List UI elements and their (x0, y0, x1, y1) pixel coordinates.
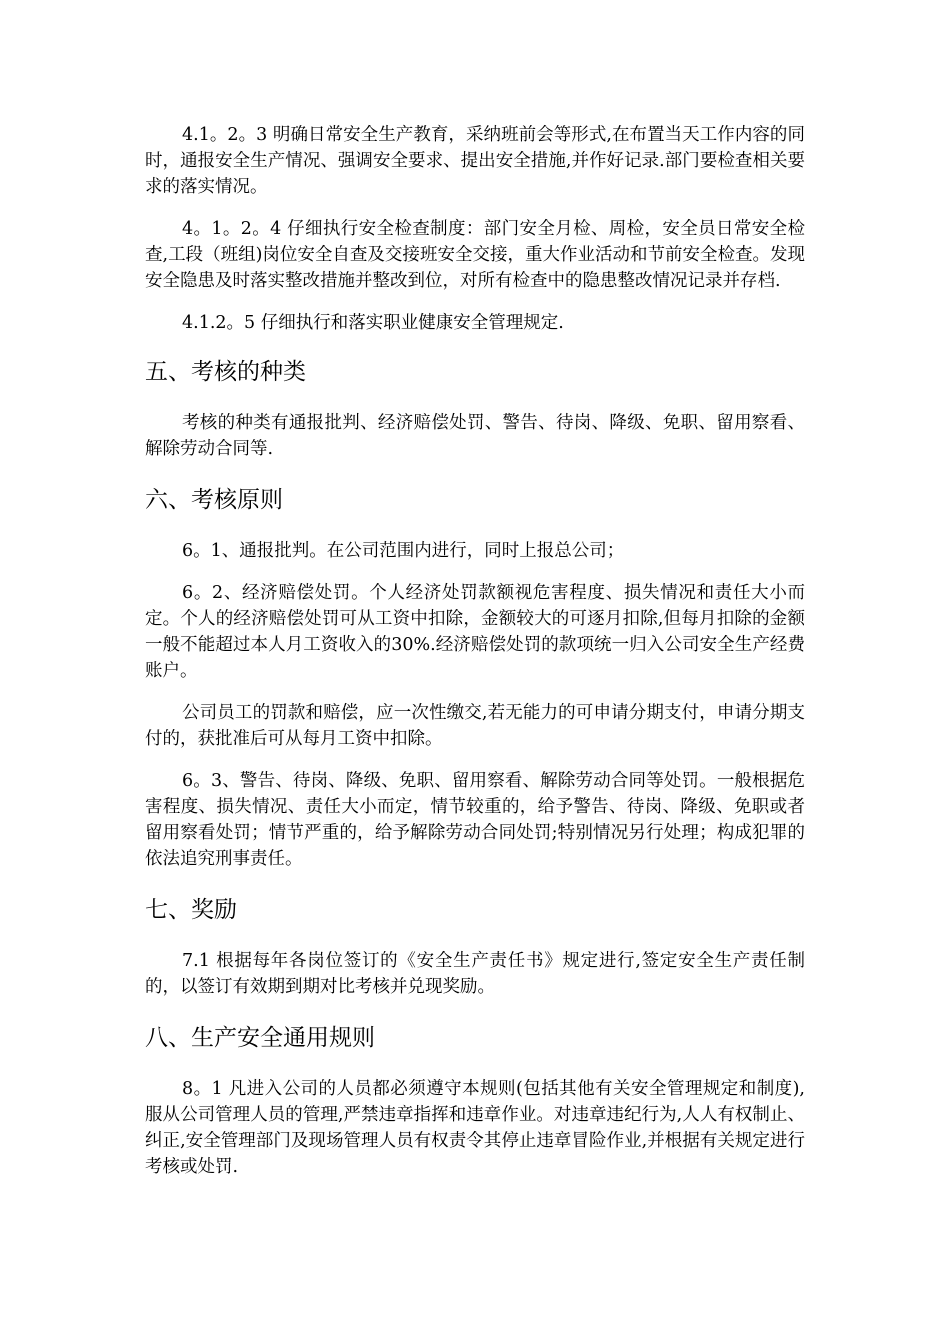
paragraph-8-1: 8。1 凡进入公司的人员都必须遵守本规则(包括其他有关安全管理规定和制度),服从公司管理人员的管理,严禁违章指挥和违章作业。对违章违纪行为,人人有权制止、纠正,安全管理部门及现场管理人员有权责令其停止违章冒险作业,并根据有关规定进行考核或处罚. (145, 1079, 805, 1177)
paragraph-assessment-types: 考核的种类有通报批判、经济赔偿处罚、警告、待岗、降级、免职、留用察看、解除劳动合同等. (145, 413, 805, 459)
paragraph-fines-payment: 公司员工的罚款和赔偿，应一次性缴交,若无能力的可申请分期支付，申请分期支付的，获批准后可从每月工资中扣除。 (145, 703, 805, 749)
section-heading-7: 七、奖励 (145, 897, 237, 923)
section-heading-5: 五、考核的种类 (145, 359, 306, 385)
paragraph-4-1-2-3: 4.1。2。3 明确日常安全生产教育，采纳班前会等形式,在布置当天工作内容的同时，通报安全生产情况、强调安全要求、提出安全措施,并作好记录.部门要检查相关要求的落实情况。 (145, 125, 805, 197)
paragraph-6-2: 6。2、经济赔偿处罚。个人经济处罚款额视危害程度、损失情况和责任大小而定。个人的经济赔偿处罚可从工资中扣除，金额较大的可逐月扣除,但每月扣除的金额一般不能超过本人月工资收入的30%.经济赔偿处罚的款项统一归入公司安全生产经费账户。 (145, 583, 805, 681)
section-heading-6: 六、考核原则 (145, 487, 283, 513)
document-body (145, 122, 805, 1196)
paragraph-6-1: 6。1、通报批判。在公司范围内进行，同时上报总公司； (182, 541, 625, 561)
paragraph-4-1-2-5: 4.1.2。5 仔细执行和落实职业健康安全管理规定. (182, 313, 564, 333)
section-heading-8: 八、生产安全通用规则 (145, 1025, 375, 1051)
paragraph-4-1-2-4: 4。1。2。4 仔细执行安全检查制度：部门安全月检、周检，安全员日常安全检查,工段（班组)岗位安全自查及交接班安全交接，重大作业活动和节前安全检查。发现安全隐患及时落实整改措施并整改到位，对所有检查中的隐患整改情况记录并存档. (145, 219, 805, 291)
paragraph-6-3: 6。3、警告、待岗、降级、免职、留用察看、解除劳动合同等处罚。一般根据危害程度、损失情况、责任大小而定，情节较重的，给予警告、待岗、降级、免职或者留用察看处罚；情节严重的，给予解除劳动合同处罚;特别情况另行处理；构成犯罪的依法追究刑事责任。 (145, 771, 805, 869)
paragraph-7-1: 7.1 根据每年各岗位签订的《安全生产责任书》规定进行,签定安全生产责任制的，以签订有效期到期对比考核并兑现奖励。 (145, 951, 805, 997)
